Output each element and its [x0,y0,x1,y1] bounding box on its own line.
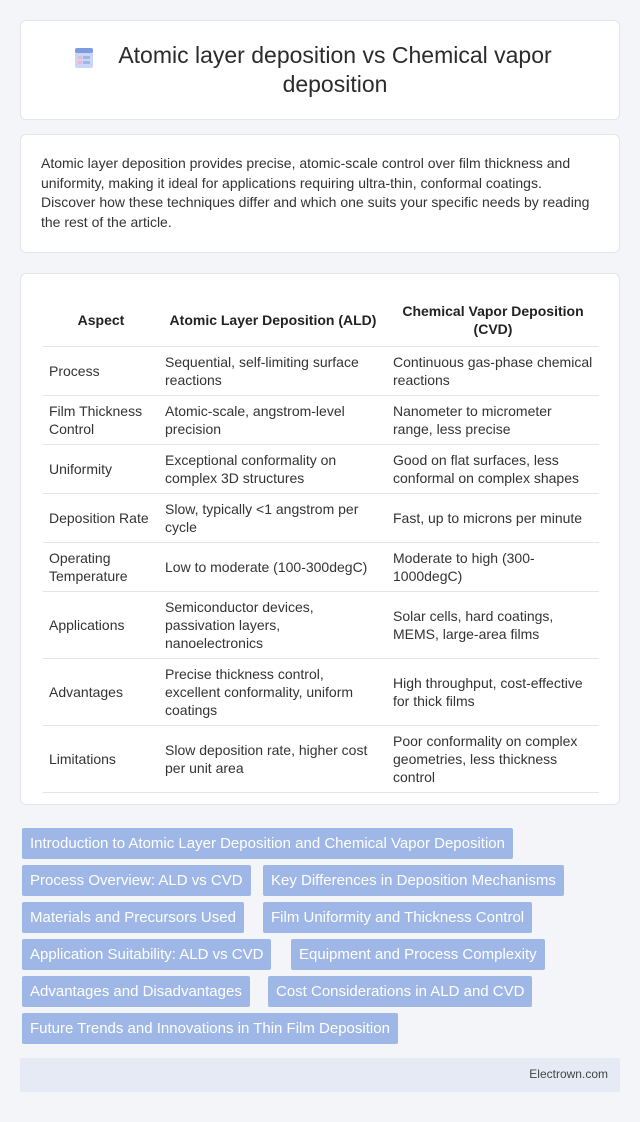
ald-cell: Sequential, self-limiting surface reactions [159,347,387,396]
aspect-cell: Applications [43,592,159,659]
intro-card [20,134,620,253]
topic-tag[interactable]: Key Differences in Deposition Mechanisms [263,865,564,896]
cvd-cell: Moderate to high (300-1000degC) [387,543,599,592]
page-title: Atomic layer deposition vs Chemical vapor deposition [118,42,552,97]
aspect-cell: Limitations [43,726,159,793]
footer [20,1058,620,1092]
table-row [43,726,599,793]
header-ald: Atomic Layer Deposition (ALD) [159,294,387,347]
intro-paragraph: Atomic layer deposition provides precise, atomic-scale control over film thickness and uniformity, making it ideal for applications requiring ultra-thin, conformal coatings. Discover how these techniques differ and which one suits your specific needs by reading the rest of the article. [41,155,590,230]
table-row [43,445,599,494]
table-row [43,543,599,592]
table-row [43,494,599,543]
topic-tag[interactable]: Cost Considerations in ALD and CVD [268,976,532,1007]
ald-cell: Precise thickness control, excellent conformality, uniform coatings [159,659,387,726]
table-row [43,592,599,659]
cvd-cell: Poor conformality on complex geometries, less thickness control [387,726,599,793]
ald-cell: Slow deposition rate, higher cost per unit area [159,726,387,793]
table-header-row [43,294,599,347]
topic-tag[interactable]: Introduction to Atomic Layer Deposition and Chemical Vapor Deposition [22,828,513,859]
cvd-cell: Nanometer to micrometer range, less precise [387,396,599,445]
ald-cell: Atomic-scale, angstrom-level precision [159,396,387,445]
header-aspect: Aspect [43,294,159,347]
aspect-cell: Process [43,347,159,396]
footer-site-link[interactable]: Electrown.com [529,1067,608,1081]
topic-tag[interactable]: Advantages and Disadvantages [22,976,250,1007]
title-card [20,20,620,120]
cvd-cell: Good on flat surfaces, less conformal on complex shapes [387,445,599,494]
topic-tag[interactable]: Future Trends and Innovations in Thin Film Deposition [22,1013,398,1044]
topic-tag[interactable]: Process Overview: ALD vs CVD [22,865,251,896]
table-row [43,347,599,396]
aspect-cell: Film Thickness Control [43,396,159,445]
aspect-cell: Uniformity [43,445,159,494]
cvd-cell: High throughput, cost-effective for thick films [387,659,599,726]
ald-cell: Slow, typically <1 angstrom per cycle [159,494,387,543]
table-row [43,396,599,445]
topic-tag[interactable]: Film Uniformity and Thickness Control [263,902,532,933]
comparison-table [43,294,599,793]
cvd-cell: Fast, up to microns per minute [387,494,599,543]
ald-cell: Semiconductor devices, passivation layers, nanoelectronics [159,592,387,659]
ald-cell: Low to moderate (100-300degC) [159,543,387,592]
topic-tag[interactable]: Materials and Precursors Used [22,902,244,933]
header-cvd: Chemical Vapor Deposition (CVD) [387,294,599,347]
topic-tag[interactable]: Equipment and Process Complexity [291,939,545,970]
aspect-cell: Advantages [43,659,159,726]
table-row [43,659,599,726]
cvd-cell: Solar cells, hard coatings, MEMS, large-area films [387,592,599,659]
topic-tag[interactable]: Application Suitability: ALD vs CVD [22,939,271,970]
comparison-table-card [20,273,620,805]
aspect-cell: Operating Temperature [43,543,159,592]
aspect-cell: Deposition Rate [43,494,159,543]
ald-cell: Exceptional conformality on complex 3D structures [159,445,387,494]
cvd-cell: Continuous gas-phase chemical reactions [387,347,599,396]
